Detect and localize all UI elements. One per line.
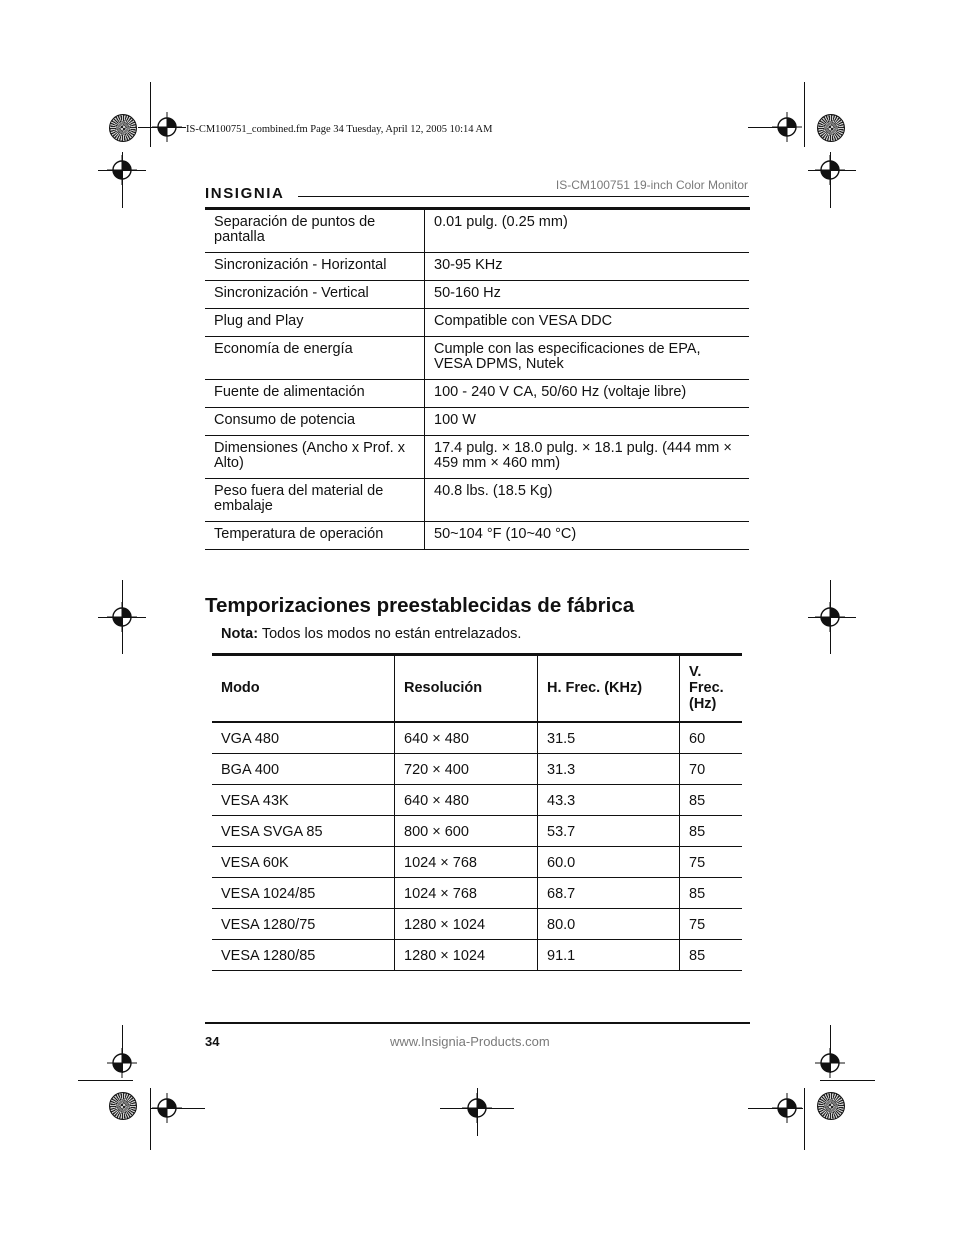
timing-cell: 60.0	[538, 847, 680, 878]
spec-label: Separación de puntos de pantalla	[205, 210, 425, 253]
registration-target-icon	[107, 155, 137, 185]
timing-cell: 80.0	[538, 909, 680, 940]
section-title: Temporizaciones preestablecidas de fábrica	[205, 594, 635, 617]
timing-cell: 31.3	[538, 754, 680, 785]
timing-header-cell: Resolución	[395, 656, 538, 722]
spec-value: 17.4 pulg. × 18.0 pulg. × 18.1 pulg. (444 mm × 459 mm × 460 mm)	[425, 436, 750, 479]
registration-target-icon	[772, 1093, 802, 1123]
timing-header-cell: H. Frec. (KHz)	[538, 656, 680, 722]
star-target-icon	[109, 1092, 137, 1120]
registration-target-icon	[107, 1048, 137, 1078]
spec-label: Economía de energía	[205, 337, 425, 380]
timing-cell: VESA 60K	[212, 847, 395, 878]
timing-cell: 53.7	[538, 816, 680, 847]
timing-row	[212, 785, 742, 816]
timing-header-cell: V. Frec. (Hz)	[680, 656, 743, 722]
spec-label: Temperatura de operación	[205, 522, 425, 550]
timing-cell: VESA 1024/85	[212, 878, 395, 909]
spec-value: 50~104 °F (10~40 °C)	[425, 522, 750, 550]
spec-label: Peso fuera del material de embalaje	[205, 479, 425, 522]
spec-label: Dimensiones (Ancho x Prof. x Alto)	[205, 436, 425, 479]
timing-cell: 91.1	[538, 940, 680, 971]
registration-target-icon	[152, 112, 182, 142]
spec-row	[205, 281, 749, 309]
timing-cell: 85	[680, 816, 743, 847]
spec-value: 0.01 pulg. (0.25 mm)	[425, 210, 750, 253]
timing-cell: VESA SVGA 85	[212, 816, 395, 847]
timing-cell: VESA 1280/85	[212, 940, 395, 971]
note-text: Todos los modos no están entrelazados.	[258, 626, 522, 642]
timing-cell: 800 × 600	[395, 816, 538, 847]
timing-row	[212, 909, 742, 940]
spec-value: 40.8 lbs. (18.5 Kg)	[425, 479, 750, 522]
brand-logo: INSIGNIA	[205, 185, 285, 202]
footer-url: www.Insignia-Products.com	[390, 1034, 550, 1049]
registration-target-icon	[462, 1093, 492, 1123]
spec-row	[205, 210, 749, 253]
spec-label: Fuente de alimentación	[205, 380, 425, 408]
spec-row	[205, 408, 749, 436]
timing-cell: 75	[680, 847, 743, 878]
spec-row	[205, 436, 749, 479]
spec-label: Sincronización - Horizontal	[205, 253, 425, 281]
spec-label: Consumo de potencia	[205, 408, 425, 436]
spec-label: Sincronización - Vertical	[205, 281, 425, 309]
spec-value: 50-160 Hz	[425, 281, 750, 309]
timing-cell: 70	[680, 754, 743, 785]
timing-cell: 31.5	[538, 722, 680, 754]
registration-target-icon	[815, 602, 845, 632]
timing-cell: VGA 480	[212, 722, 395, 754]
spec-value: 100 - 240 V CA, 50/60 Hz (voltaje libre)	[425, 380, 750, 408]
spec-value: Cumple con las especificaciones de EPA, VESA DPMS, Nutek	[425, 337, 750, 380]
print-slug: IS-CM100751_combined.fm Page 34 Tuesday, April 12, 2005 10:14 AM	[186, 124, 493, 135]
note-label: Nota:	[221, 626, 259, 642]
timing-row	[212, 847, 742, 878]
timing-header-cell: Modo	[212, 656, 395, 722]
spec-row	[205, 380, 749, 408]
note	[221, 626, 521, 642]
timing-cell: 1024 × 768	[395, 878, 538, 909]
timing-cell: 85	[680, 878, 743, 909]
timing-row	[212, 940, 742, 971]
star-target-icon	[109, 114, 137, 142]
spec-label: Plug and Play	[205, 309, 425, 337]
timing-cell: 720 × 400	[395, 754, 538, 785]
timing-cell: 60	[680, 722, 743, 754]
spec-value: 100 W	[425, 408, 750, 436]
timing-cell: 85	[680, 940, 743, 971]
timing-cell: 75	[680, 909, 743, 940]
timing-row	[212, 816, 742, 847]
specs-table	[205, 210, 749, 550]
timing-cell: 640 × 480	[395, 722, 538, 754]
timing-cell: BGA 400	[212, 754, 395, 785]
timing-cell: 43.3	[538, 785, 680, 816]
spec-row	[205, 253, 749, 281]
footer-rule	[205, 1022, 750, 1024]
page-number: 34	[205, 1034, 220, 1049]
timing-cell: 1280 × 1024	[395, 940, 538, 971]
header-rule	[298, 196, 749, 197]
timing-cell: 1280 × 1024	[395, 909, 538, 940]
timing-row	[212, 878, 742, 909]
spec-row	[205, 337, 749, 380]
timing-row	[212, 722, 742, 754]
timing-row	[212, 754, 742, 785]
spec-value: 30-95 KHz	[425, 253, 750, 281]
timing-cell: 85	[680, 785, 743, 816]
header-title: IS-CM100751 19-inch Color Monitor	[555, 178, 748, 192]
registration-target-icon	[772, 112, 802, 142]
spec-row	[205, 479, 749, 522]
registration-target-icon	[815, 1048, 845, 1078]
timing-cell: 1024 × 768	[395, 847, 538, 878]
star-target-icon	[817, 1092, 845, 1120]
timing-cell: 640 × 480	[395, 785, 538, 816]
registration-target-icon	[152, 1093, 182, 1123]
timing-cell: VESA 1280/75	[212, 909, 395, 940]
registration-target-icon	[815, 155, 845, 185]
timing-cell: VESA 43K	[212, 785, 395, 816]
spec-row	[205, 522, 749, 550]
timing-cell: 68.7	[538, 878, 680, 909]
star-target-icon	[817, 114, 845, 142]
spec-value: Compatible con VESA DDC	[425, 309, 750, 337]
timing-table	[212, 656, 742, 971]
registration-target-icon	[107, 602, 137, 632]
spec-row	[205, 309, 749, 337]
